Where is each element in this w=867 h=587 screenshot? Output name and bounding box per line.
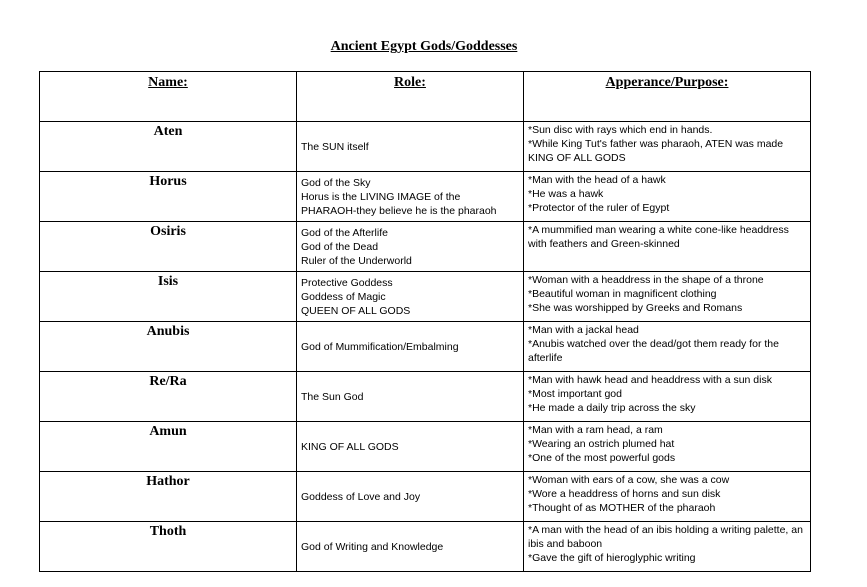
- god-appearance: [524, 322, 811, 372]
- god-name: Amun: [40, 422, 297, 472]
- god-appearance: [524, 172, 811, 222]
- god-role: [297, 322, 524, 372]
- appearance-line: *Thought of as MOTHER of the pharaoh: [528, 502, 716, 514]
- appearance-line: *Sun disc with rays which end in hands.: [528, 124, 713, 136]
- god-name: Hathor: [40, 472, 297, 522]
- god-appearance: [524, 472, 811, 522]
- god-appearance: [524, 522, 811, 572]
- table-row: [40, 272, 811, 322]
- appearance-line: *One of the most powerful gods: [528, 452, 676, 464]
- god-name: Aten: [40, 122, 297, 172]
- god-appearance: [524, 422, 811, 472]
- table-body: [40, 122, 811, 572]
- god-name: Re/Ra: [40, 372, 297, 422]
- role-line: The Sun God: [301, 390, 364, 403]
- table-row: [40, 122, 811, 172]
- god-name: Osiris: [40, 222, 297, 272]
- role-line: God of the Dead: [301, 240, 379, 253]
- god-role-lines: [297, 222, 523, 271]
- god-appearance-lines: [524, 522, 810, 571]
- god-appearance: [524, 372, 811, 422]
- role-line: Goddess of Magic: [301, 290, 386, 303]
- appearance-line: *Man with hawk head and headdress with a sun disk: [528, 374, 772, 386]
- appearance-line: *He was a hawk: [528, 188, 604, 200]
- appearance-line: *Wearing an ostrich plumed hat: [528, 438, 675, 450]
- header-appearance: Apperance/Purpose:: [524, 72, 811, 122]
- god-role: [297, 372, 524, 422]
- appearance-line: *Woman with ears of a cow, she was a cow: [528, 474, 730, 486]
- table-row: [40, 222, 811, 272]
- table-row: [40, 372, 811, 422]
- god-appearance-lines: [524, 422, 810, 471]
- role-line: The SUN itself: [301, 140, 369, 153]
- god-appearance: [524, 272, 811, 322]
- god-role-lines: [297, 322, 523, 371]
- god-name: Isis: [40, 272, 297, 322]
- appearance-line: *Most important god: [528, 388, 622, 400]
- appearance-line: *Wore a headdress of horns and sun disk: [528, 488, 721, 500]
- god-role: [297, 472, 524, 522]
- god-role: [297, 522, 524, 572]
- table-row: [40, 522, 811, 572]
- appearance-line: *Man with the head of a hawk: [528, 174, 666, 186]
- god-role-lines: [297, 472, 523, 521]
- god-appearance-lines: [524, 172, 810, 221]
- role-line: Horus is the LIVING IMAGE of the: [301, 190, 461, 203]
- god-appearance-lines: [524, 222, 810, 271]
- document-title: Ancient Egypt Gods/Goddesses: [330, 39, 518, 54]
- appearance-line: *While King Tut's father was pharaoh, ATEN was made KING OF ALL GODS: [528, 138, 784, 164]
- god-appearance-lines: [524, 472, 810, 521]
- god-appearance-lines: [524, 372, 810, 421]
- role-line: God of Writing and Knowledge: [301, 540, 444, 553]
- table-row: [40, 172, 811, 222]
- role-line: God of the Sky: [301, 176, 371, 189]
- god-name: Thoth: [40, 522, 297, 572]
- role-line: Protective Goddess: [301, 276, 393, 289]
- god-role: [297, 172, 524, 222]
- appearance-line: *Man with a jackal head: [528, 324, 639, 336]
- god-appearance: [524, 122, 811, 172]
- god-role: [297, 422, 524, 472]
- appearance-line: *Protector of the ruler of Egypt: [528, 202, 670, 214]
- god-role-lines: [297, 372, 523, 421]
- appearance-line: *He made a daily trip across the sky: [528, 402, 696, 414]
- appearance-line: *Gave the gift of hieroglyphic writing: [528, 552, 696, 564]
- table-row: [40, 322, 811, 372]
- table-row: [40, 472, 811, 522]
- header-role: Role:: [297, 72, 524, 122]
- god-role-lines: [297, 422, 523, 471]
- appearance-line: *Woman with a headdress in the shape of a throne: [528, 274, 764, 286]
- god-role: [297, 222, 524, 272]
- god-role-lines: [297, 522, 523, 571]
- god-role-lines: [297, 272, 523, 321]
- god-appearance-lines: [524, 272, 810, 321]
- role-line: Ruler of the Underworld: [301, 254, 412, 267]
- god-name: Horus: [40, 172, 297, 222]
- role-line: God of the Afterlife: [301, 226, 388, 239]
- god-role-lines: [297, 172, 523, 221]
- god-role: [297, 122, 524, 172]
- god-name: Anubis: [40, 322, 297, 372]
- role-line: God of Mummification/Embalming: [301, 340, 459, 353]
- table-header-row: [40, 72, 811, 122]
- god-appearance: [524, 222, 811, 272]
- gods-table: [39, 71, 811, 572]
- appearance-line: *Beautiful woman in magnificent clothing: [528, 288, 717, 300]
- role-line: Goddess of Love and Joy: [301, 490, 421, 503]
- appearance-line: *A mummified man wearing a white cone-like headdress with feathers and Green-skinned: [528, 224, 789, 250]
- role-line: QUEEN OF ALL GODS: [301, 304, 411, 317]
- appearance-line: *Man with a ram head, a ram: [528, 424, 663, 436]
- appearance-line: *She was worshipped by Greeks and Romans: [528, 302, 743, 314]
- appearance-line: *A man with the head of an ibis holding a writing palette, an ibis and baboon: [528, 524, 803, 550]
- role-line: PHARAOH-they believe he is the pharaoh: [301, 204, 497, 217]
- table-row: [40, 422, 811, 472]
- god-appearance-lines: [524, 122, 810, 171]
- header-name: Name:: [40, 72, 297, 122]
- appearance-line: *Anubis watched over the dead/got them ready for the afterlife: [528, 338, 779, 364]
- god-appearance-lines: [524, 322, 810, 371]
- god-role: [297, 272, 524, 322]
- god-role-lines: [297, 122, 523, 171]
- role-line: KING OF ALL GODS: [301, 440, 399, 453]
